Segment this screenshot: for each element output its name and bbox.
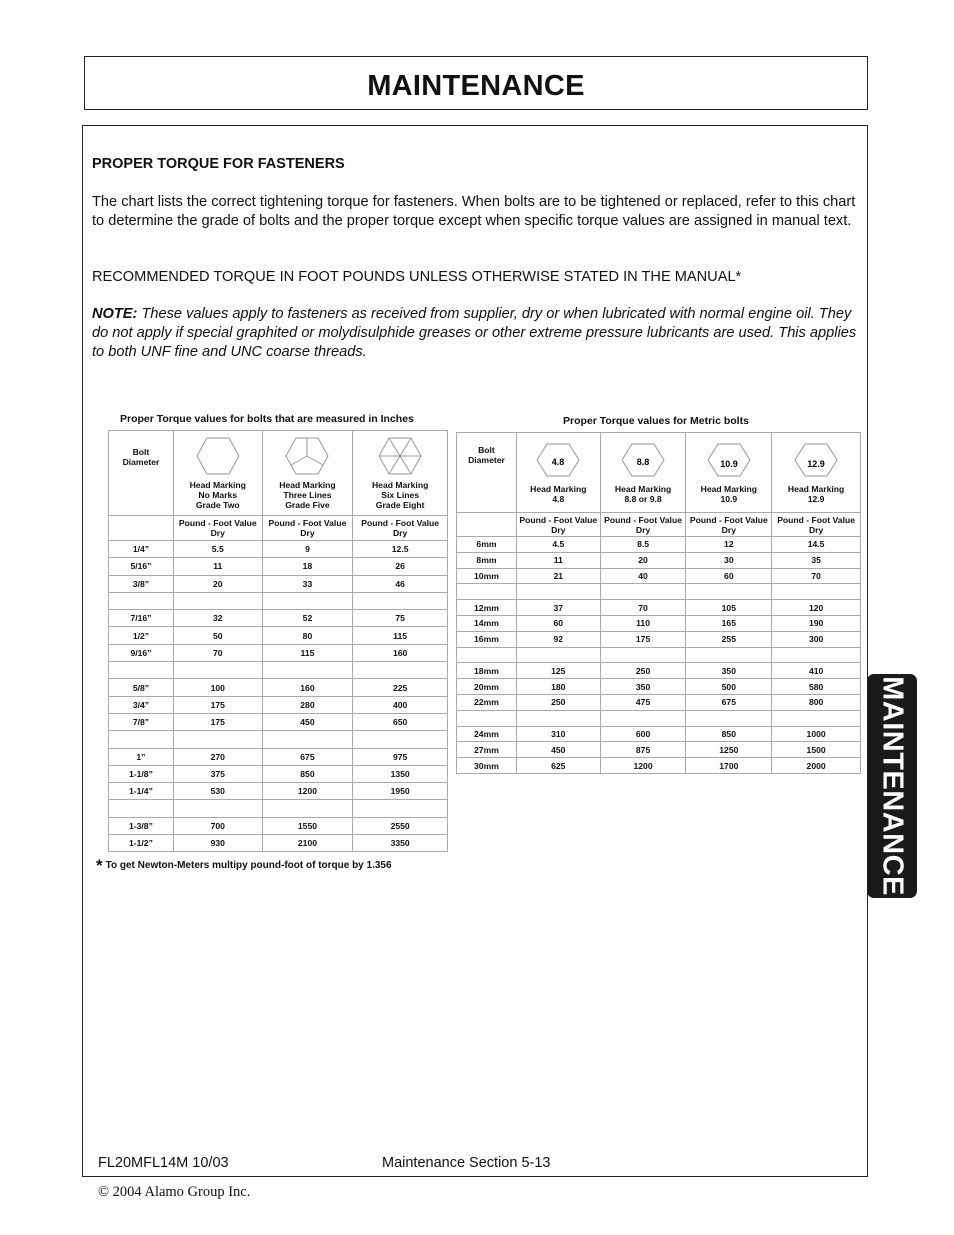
torque-value-cell: 250 (600, 663, 686, 679)
torque-value-cell: 875 (600, 742, 686, 758)
table-row (457, 742, 861, 758)
table-row (457, 552, 861, 568)
torque-value-cell: 35 (772, 552, 861, 568)
torque-value-cell: 3350 (353, 835, 448, 852)
grade-4-8-line1: Head Marking (530, 483, 587, 494)
grade-two-header (173, 431, 262, 516)
inch-table-body (109, 541, 448, 852)
hex-12-9-icon (794, 442, 838, 478)
grade-10-9-line2: 10.9 (720, 493, 738, 504)
torque-value-cell: 1000 (772, 726, 861, 742)
footnote-star: * (96, 856, 103, 875)
bolt-size-cell: 1/4” (109, 541, 174, 558)
table-row (109, 817, 448, 834)
unit-blank-cell (457, 513, 517, 537)
bolt-size-cell: 5/16” (109, 558, 174, 575)
torque-value-cell: 125 (516, 663, 600, 679)
torque-value-cell: 26 (353, 558, 448, 575)
table-row (457, 694, 861, 710)
bolt-size-cell: 24mm (457, 726, 517, 742)
table-row (457, 726, 861, 742)
torque-value-cell (772, 584, 861, 600)
grade-12-9-line1: Head Marking (787, 483, 845, 494)
torque-value-cell: 1550 (262, 817, 353, 834)
torque-value-cell (686, 584, 772, 600)
torque-value-cell (600, 584, 686, 600)
torque-value-cell (173, 592, 262, 609)
bolt-size-cell: 1-1/4” (109, 783, 174, 800)
torque-value-cell: 280 (262, 696, 353, 713)
torque-value-cell (353, 662, 448, 679)
grade-10-9-header (686, 433, 772, 513)
torque-value-cell: 11 (516, 552, 600, 568)
hex-8-8-icon (621, 442, 665, 478)
torque-value-cell: 12 (686, 537, 772, 553)
torque-value-cell: 530 (173, 783, 262, 800)
unit-cell (516, 513, 600, 537)
torque-value-cell: 115 (262, 644, 353, 661)
torque-value-cell (353, 800, 448, 817)
torque-value-cell: 255 (686, 631, 772, 647)
bolt-size-cell: 10mm (457, 568, 517, 584)
grade-five-line3: Grade Five (285, 500, 330, 510)
unit-condition: Dry (808, 524, 824, 535)
grade-eight-header (353, 431, 448, 516)
torque-value-cell: 70 (173, 644, 262, 661)
table-row (109, 748, 448, 765)
metric-torque-table (456, 432, 861, 774)
bolt-size-cell: 22mm (457, 694, 517, 710)
recommendation-line: RECOMMENDED TORQUE IN FOOT POUNDS UNLESS OTHERWISE STATED IN THE MANUAL* (92, 269, 742, 285)
table-row (109, 835, 448, 852)
torque-value-cell (262, 592, 353, 609)
bolt-size-cell (109, 662, 174, 679)
bolt-size-cell (109, 800, 174, 817)
torque-value-cell: 60 (686, 568, 772, 584)
torque-value-cell: 5.5 (173, 541, 262, 558)
unit-label: Pound - Foot Value (777, 514, 856, 525)
torque-value-cell: 75 (353, 610, 448, 627)
unit-condition: Dry (392, 528, 408, 538)
torque-value-cell: 400 (353, 696, 448, 713)
table-row (457, 631, 861, 647)
torque-value-cell: 580 (772, 679, 861, 695)
torque-value-cell: 40 (600, 568, 686, 584)
torque-value-cell: 33 (262, 575, 353, 592)
grade-4-8-header (516, 433, 600, 513)
torque-value-cell: 350 (686, 663, 772, 679)
bolt-size-cell (457, 647, 517, 663)
torque-value-cell: 225 (353, 679, 448, 696)
torque-value-cell: 1200 (262, 783, 353, 800)
torque-value-cell: 12.5 (353, 541, 448, 558)
torque-value-cell (516, 584, 600, 600)
grade-two-line3: Grade Two (195, 500, 240, 510)
section-page-number: Maintenance Section 5-13 (382, 1155, 551, 1171)
torque-value-cell: 250 (516, 694, 600, 710)
table-row (109, 713, 448, 730)
bolt-size-cell: 9/16” (109, 644, 174, 661)
bolt-size-cell: 8mm (457, 552, 517, 568)
footnote-text: To get Newton-Meters multipy pound-foot of torque by 1.356 (105, 860, 392, 871)
table-row (457, 615, 861, 631)
page-title: MAINTENANCE (367, 70, 585, 102)
torque-value-cell: 165 (686, 615, 772, 631)
bolt-size-cell: 1” (109, 748, 174, 765)
torque-value-cell: 100 (173, 679, 262, 696)
torque-value-cell: 70 (600, 600, 686, 616)
table-row (457, 663, 861, 679)
torque-value-cell: 70 (772, 568, 861, 584)
unit-label: Pound - Foot Value (178, 518, 257, 528)
torque-value-cell: 375 (173, 765, 262, 782)
torque-value-cell: 175 (600, 631, 686, 647)
torque-value-cell: 675 (686, 694, 772, 710)
table-row (457, 537, 861, 553)
torque-value-cell: 800 (772, 694, 861, 710)
bolt-size-cell: 5/8” (109, 679, 174, 696)
unit-label: Pound - Foot Value (268, 518, 347, 528)
torque-value-cell: 1700 (686, 758, 772, 774)
grade-12-9-mark: 12.9 (807, 458, 825, 469)
torque-value-cell: 92 (516, 631, 600, 647)
torque-value-cell: 930 (173, 835, 262, 852)
torque-value-cell: 500 (686, 679, 772, 695)
torque-value-cell: 14.5 (772, 537, 861, 553)
table-row (109, 644, 448, 661)
bolt-size-cell: 7/8” (109, 713, 174, 730)
torque-value-cell: 46 (353, 575, 448, 592)
metric-table-caption: Proper Torque values for Metric bolts (563, 415, 749, 427)
bolt-size-cell: 27mm (457, 742, 517, 758)
torque-value-cell: 1950 (353, 783, 448, 800)
table-row (457, 600, 861, 616)
bolt-size-cell (109, 731, 174, 748)
torque-value-cell: 1250 (686, 742, 772, 758)
bolt-size-cell: 1-1/8” (109, 765, 174, 782)
torque-value-cell (262, 800, 353, 817)
intro-paragraph: The chart lists the correct tightening torque for fasteners. When bolts are to be tightened or replaced, refer to this chart to determine the grade of bolts and the proper torque except when specific torque values are assigned in manual text. (92, 194, 856, 229)
unit-label: Pound - Foot Value (361, 518, 440, 528)
torque-value-cell: 850 (262, 765, 353, 782)
unit-cell (686, 513, 772, 537)
torque-value-cell: 2550 (353, 817, 448, 834)
grade-12-9-header (772, 433, 861, 513)
hex-10-9-icon (707, 442, 751, 478)
unit-label: Pound - Foot Value (519, 514, 598, 525)
torque-value-cell: 120 (772, 600, 861, 616)
unit-cell (173, 516, 262, 541)
bolt-size-cell: 18mm (457, 663, 517, 679)
torque-value-cell: 9 (262, 541, 353, 558)
unit-condition: Dry (635, 524, 651, 535)
torque-value-cell: 850 (686, 726, 772, 742)
torque-value-cell (173, 731, 262, 748)
table-row (109, 731, 448, 748)
table-row (109, 662, 448, 679)
section-heading: PROPER TORQUE FOR FASTENERS (92, 156, 345, 172)
unit-row (109, 516, 448, 541)
grade-eight-line3: Grade Eight (375, 500, 425, 510)
metric-table-body (457, 537, 861, 774)
grade-4-8-line2: 4.8 (552, 493, 565, 504)
table-row (457, 584, 861, 600)
torque-value-cell: 115 (353, 627, 448, 644)
bolt-diameter-label: Bolt Diameter (122, 447, 160, 467)
bolt-size-cell (457, 584, 517, 600)
torque-value-cell: 450 (262, 713, 353, 730)
torque-value-cell: 105 (686, 600, 772, 616)
torque-value-cell (686, 647, 772, 663)
table-row (109, 575, 448, 592)
grade-five-line2: Three Lines (283, 490, 332, 500)
grade-eight-line1: Head Marking (371, 480, 429, 490)
hex-three-lines-icon (285, 436, 329, 476)
torque-value-cell: 350 (600, 679, 686, 695)
torque-value-cell (772, 647, 861, 663)
torque-value-cell: 675 (262, 748, 353, 765)
grade-12-9-line2: 12.9 (807, 493, 825, 504)
grade-8-8-header (600, 433, 686, 513)
torque-value-cell (353, 731, 448, 748)
torque-value-cell (262, 731, 353, 748)
torque-value-cell: 270 (173, 748, 262, 765)
unit-cell (353, 516, 448, 541)
inch-table-caption: Proper Torque values for bolts that are measured in Inches (120, 413, 414, 425)
grade-five-header (262, 431, 353, 516)
bolt-size-cell: 6mm (457, 537, 517, 553)
grade-two-line1: Head Marking (189, 480, 246, 490)
side-tab-label: MAINTENANCE (876, 676, 909, 896)
note-label: NOTE: (92, 306, 138, 322)
hex-no-marks-icon (196, 436, 240, 476)
bolt-diameter-header (109, 431, 174, 516)
torque-value-cell: 32 (173, 610, 262, 627)
torque-value-cell: 310 (516, 726, 600, 742)
grade-8-8-mark: 8.8 (636, 456, 650, 467)
torque-value-cell (686, 710, 772, 726)
bolt-size-cell (457, 710, 517, 726)
table-row (457, 758, 861, 774)
torque-value-cell: 160 (353, 644, 448, 661)
torque-value-cell: 21 (516, 568, 600, 584)
torque-value-cell: 600 (600, 726, 686, 742)
torque-value-cell: 175 (173, 696, 262, 713)
torque-value-cell (516, 647, 600, 663)
torque-value-cell (173, 662, 262, 679)
table-row (109, 610, 448, 627)
torque-value-cell: 1350 (353, 765, 448, 782)
torque-value-cell: 450 (516, 742, 600, 758)
bolt-size-cell: 16mm (457, 631, 517, 647)
table-row (109, 592, 448, 609)
note-paragraph (92, 305, 862, 361)
table-row (457, 710, 861, 726)
torque-value-cell: 20 (600, 552, 686, 568)
bolt-size-cell (109, 592, 174, 609)
unit-cell (262, 516, 353, 541)
copyright: © 2004 Alamo Group Inc. (98, 1184, 251, 1200)
table-row (109, 783, 448, 800)
table-row (109, 765, 448, 782)
bolt-size-cell: 7/16” (109, 610, 174, 627)
torque-value-cell: 11 (173, 558, 262, 575)
table-row (457, 568, 861, 584)
torque-value-cell: 60 (516, 615, 600, 631)
unit-blank-cell (109, 516, 174, 541)
torque-value-cell: 300 (772, 631, 861, 647)
torque-value-cell: 110 (600, 615, 686, 631)
torque-value-cell (772, 710, 861, 726)
torque-value-cell (516, 710, 600, 726)
torque-value-cell: 52 (262, 610, 353, 627)
torque-value-cell: 18 (262, 558, 353, 575)
torque-value-cell: 700 (173, 817, 262, 834)
grade-10-9-line1: Head Marking (700, 483, 758, 494)
torque-value-cell: 190 (772, 615, 861, 631)
table-row (109, 627, 448, 644)
torque-value-cell (600, 710, 686, 726)
table-row (109, 558, 448, 575)
torque-value-cell: 4.5 (516, 537, 600, 553)
torque-value-cell: 1200 (600, 758, 686, 774)
section-side-tab (867, 674, 917, 898)
grade-two-line2: No Marks (198, 490, 238, 500)
bolt-diameter-header (457, 433, 517, 513)
torque-value-cell: 50 (173, 627, 262, 644)
bolt-size-cell: 30mm (457, 758, 517, 774)
torque-value-cell: 650 (353, 713, 448, 730)
unit-condition: Dry (300, 528, 315, 538)
bolt-size-cell: 12mm (457, 600, 517, 616)
grade-8-8-line2: 8.8 or 9.8 (624, 493, 662, 504)
bolt-size-cell: 20mm (457, 679, 517, 695)
hex-4-8-icon (536, 442, 580, 478)
table-row (109, 696, 448, 713)
grade-8-8-line1: Head Marking (614, 483, 672, 494)
torque-value-cell: 410 (772, 663, 861, 679)
table-row (457, 647, 861, 663)
torque-value-cell: 2100 (262, 835, 353, 852)
footnote (96, 856, 392, 876)
hex-six-lines-icon (378, 436, 422, 476)
torque-value-cell: 160 (262, 679, 353, 696)
unit-label: Pound - Foot Value (604, 514, 682, 525)
doc-id: FL20MFL14M 10/03 (98, 1155, 229, 1171)
torque-value-cell: 37 (516, 600, 600, 616)
header-box (84, 56, 868, 110)
unit-label: Pound - Foot Value (689, 514, 768, 525)
torque-value-cell (600, 647, 686, 663)
note-text: These values apply to fasteners as received from supplier, dry or when lubricated with normal engine oil. They do not apply if special graphited or molydisulphide greases or other extreme pressure lubricants are used. This applies to both UNF fine and UNC coarse threads. (92, 306, 857, 360)
torque-value-cell (353, 592, 448, 609)
unit-condition: Dry (721, 524, 736, 535)
grade-eight-line2: Six Lines (381, 490, 420, 500)
torque-value-cell (262, 662, 353, 679)
bolt-size-cell: 1/2” (109, 627, 174, 644)
torque-value-cell: 8.5 (600, 537, 686, 553)
torque-value-cell (173, 800, 262, 817)
grade-10-9-mark: 10.9 (720, 458, 738, 469)
torque-value-cell: 975 (353, 748, 448, 765)
torque-value-cell: 30 (686, 552, 772, 568)
table-row (109, 800, 448, 817)
table-row (109, 679, 448, 696)
torque-value-cell: 20 (173, 575, 262, 592)
table-row (457, 679, 861, 695)
unit-condition: Dry (551, 524, 566, 535)
inch-torque-table (108, 430, 448, 852)
grade-4-8-mark: 4.8 (552, 456, 565, 467)
torque-value-cell: 625 (516, 758, 600, 774)
unit-cell (600, 513, 686, 537)
torque-value-cell: 1500 (772, 742, 861, 758)
bolt-size-cell: 3/8” (109, 575, 174, 592)
unit-row (457, 513, 861, 537)
grade-five-line1: Head Marking (279, 480, 336, 490)
table-row (109, 541, 448, 558)
torque-value-cell: 175 (173, 713, 262, 730)
bolt-size-cell: 3/4” (109, 696, 174, 713)
bolt-size-cell: 1-1/2” (109, 835, 174, 852)
torque-value-cell: 180 (516, 679, 600, 695)
bolt-size-cell: 14mm (457, 615, 517, 631)
bolt-size-cell: 1-3/8” (109, 817, 174, 834)
bolt-diameter-label: Bolt Diameter (468, 444, 505, 465)
torque-value-cell: 2000 (772, 758, 861, 774)
unit-cell (772, 513, 861, 537)
unit-condition: Dry (210, 528, 225, 538)
torque-value-cell: 475 (600, 694, 686, 710)
torque-value-cell: 80 (262, 627, 353, 644)
